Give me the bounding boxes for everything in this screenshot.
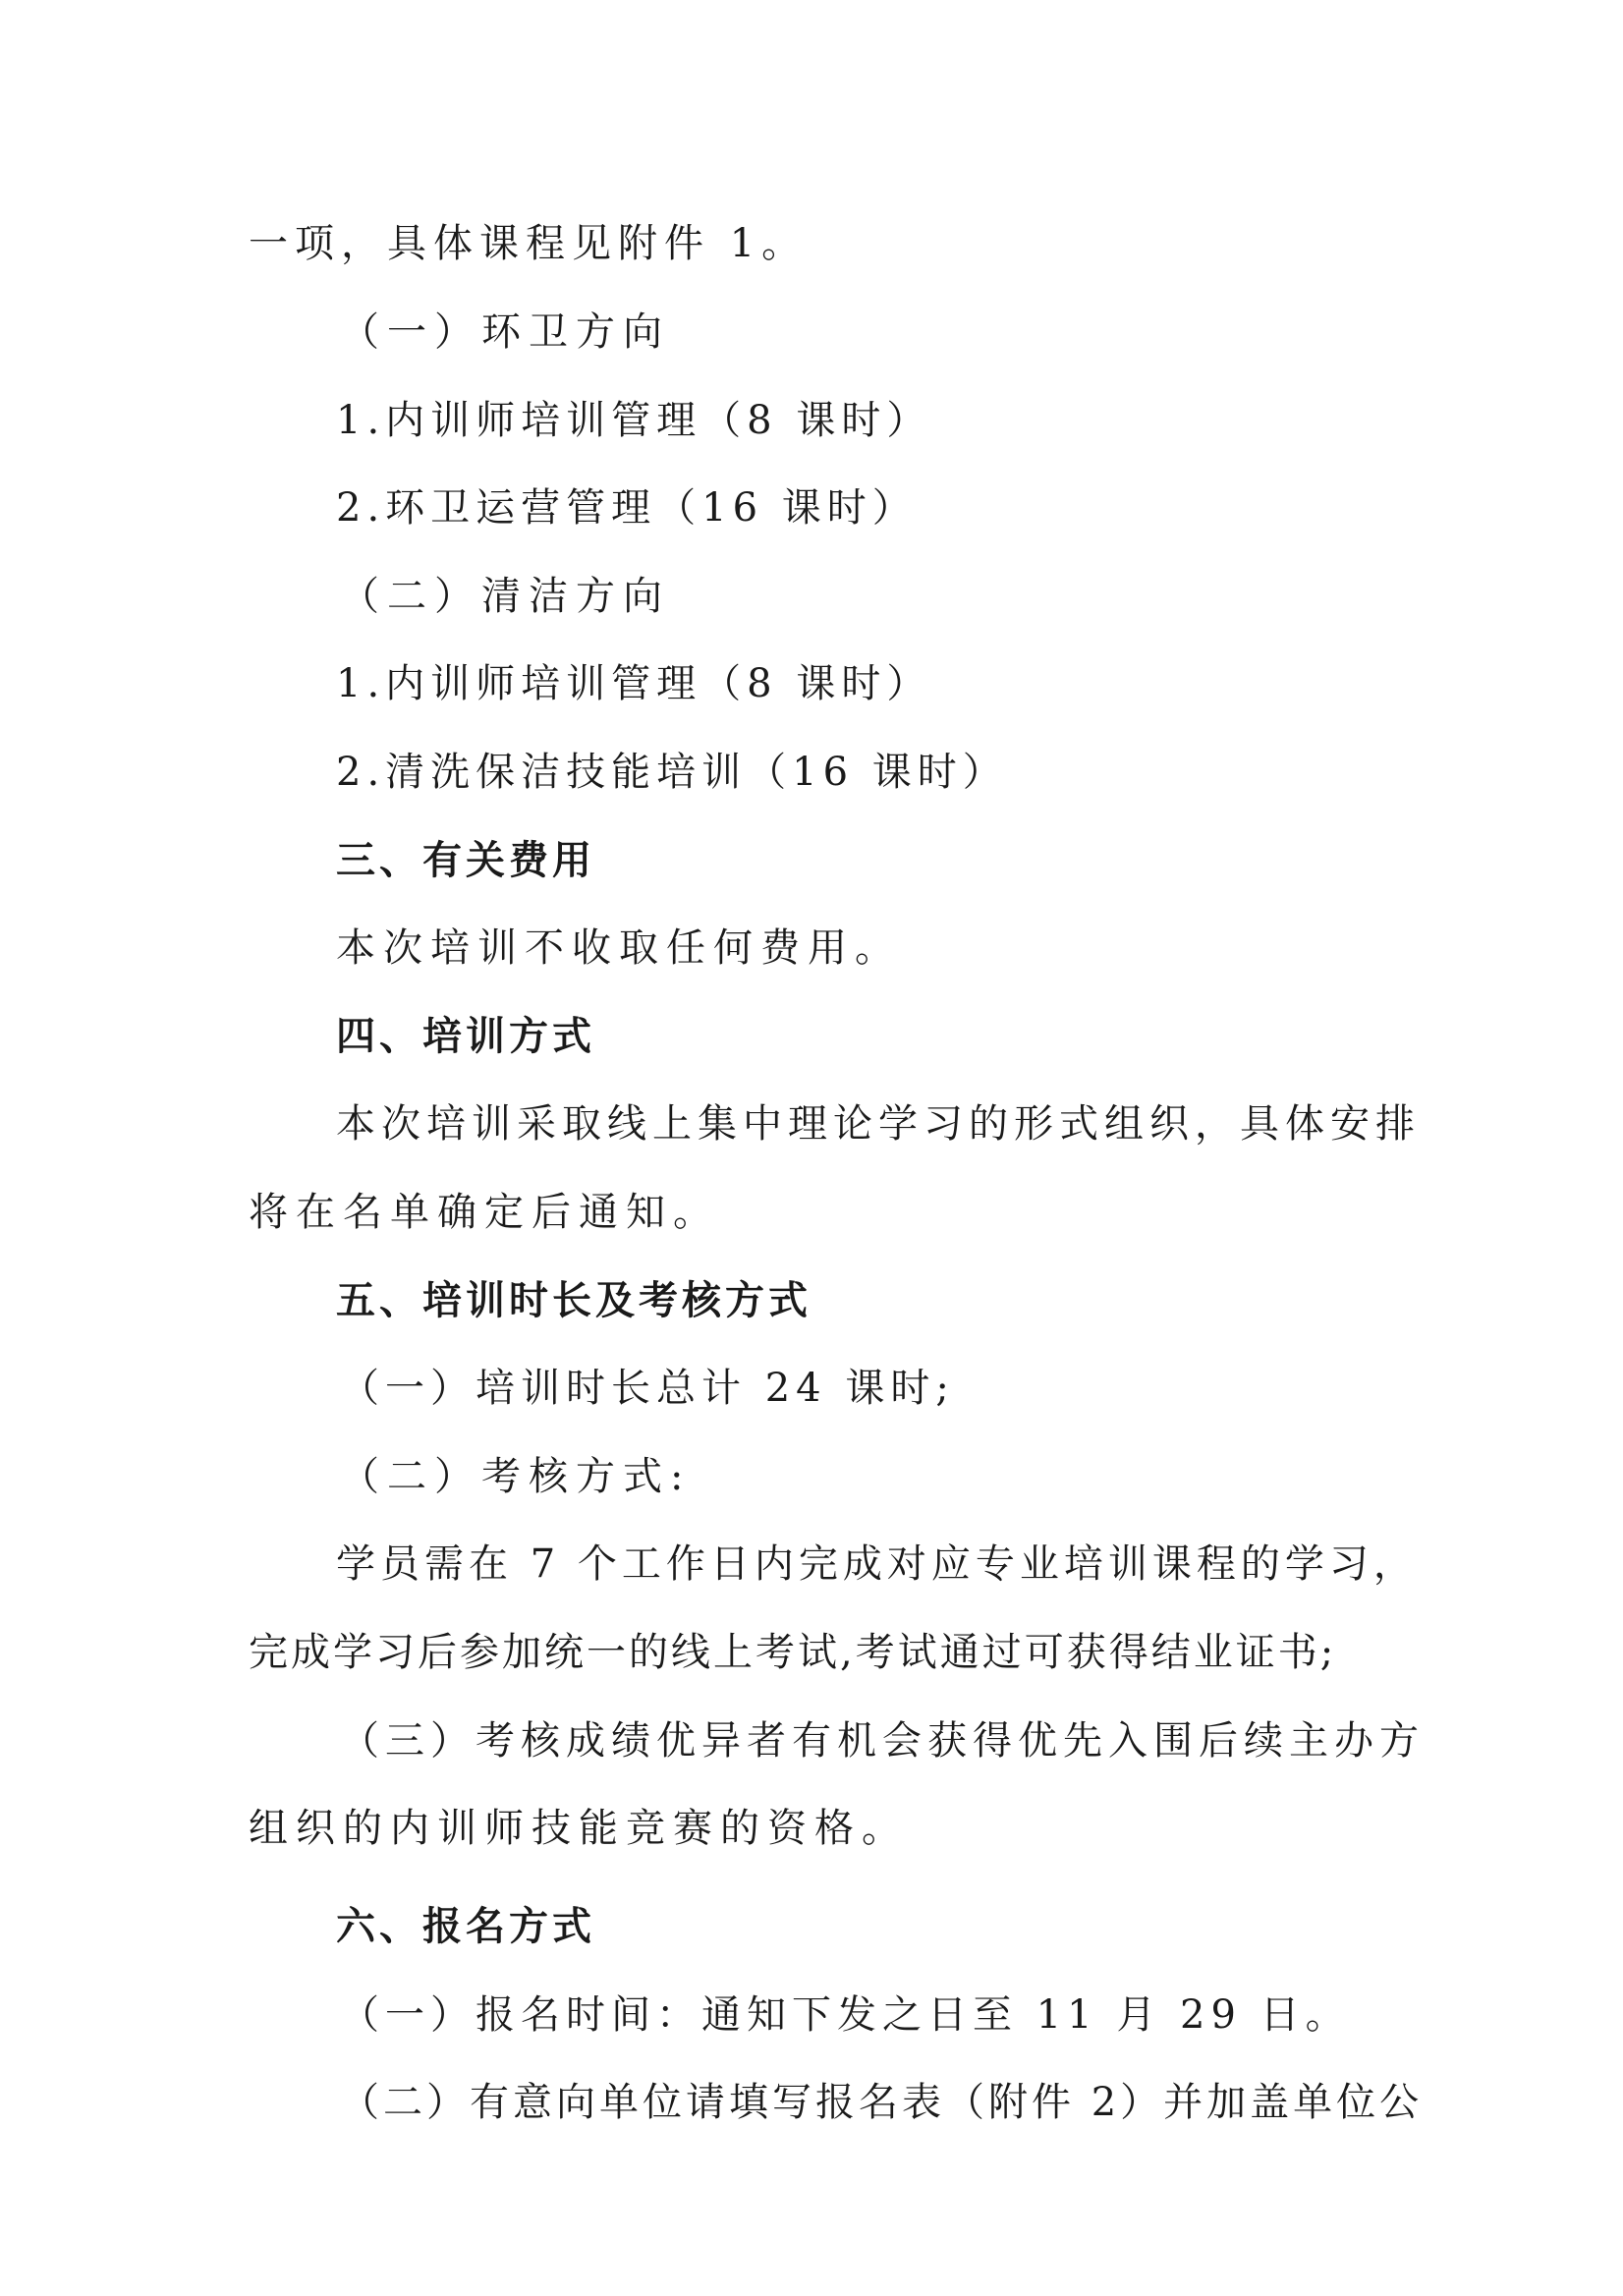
- paragraph-line: 学员需在 7 个工作日内完成对应专业培训课程的学习，: [336, 1541, 1418, 1587]
- section-heading-registration: 六、报名方式: [336, 1904, 595, 1949]
- paragraph-line: 组织的内训师技能竞赛的资格。: [249, 1806, 909, 1851]
- section-heading-fees: 三、有关费用: [336, 838, 595, 883]
- section-heading-method: 四、培训方式: [336, 1014, 595, 1059]
- list-item: 2.环卫运营管理（16 课时）: [336, 485, 918, 531]
- paragraph-line: 完成学习后参加统一的线上考试,考试通过可获得结业证书;: [249, 1630, 1337, 1675]
- paragraph-line: （三）考核成绩优异者有机会获得优先入围后续主办方: [340, 1718, 1425, 1764]
- paragraph-line: （一）培训时长总计 24 课时;: [340, 1366, 955, 1411]
- paragraph-line: （二）有意向单位请填写报名表（附件 2）并加盖单位公: [340, 2080, 1424, 2125]
- subheading-sanitation: （一）环卫方向: [340, 309, 670, 355]
- list-item: 1.内训师培训管理（8 课时）: [336, 661, 932, 706]
- list-item: 2.清洗保洁技能培训（16 课时）: [336, 750, 1008, 795]
- list-item: 1.内训师培训管理（8 课时）: [336, 398, 932, 443]
- paragraph-line: 本次培训不收取任何费用。: [336, 925, 902, 971]
- paragraph-line: 将在名单确定后通知。: [249, 1190, 720, 1235]
- section-heading-duration: 五、培训时长及考核方式: [336, 1278, 812, 1323]
- paragraph-line: （一）报名时间：通知下发之日至 11 月 29 日。: [340, 1992, 1351, 2038]
- paragraph-line: 本次培训采取线上集中理论学习的形式组织，具体安排: [336, 1101, 1421, 1147]
- subheading-cleaning: （二）清洁方向: [340, 574, 670, 619]
- paragraph-line: （二）考核方式:: [340, 1454, 692, 1499]
- text-line-continuation: 一项，具体课程见附件 1。: [249, 221, 809, 266]
